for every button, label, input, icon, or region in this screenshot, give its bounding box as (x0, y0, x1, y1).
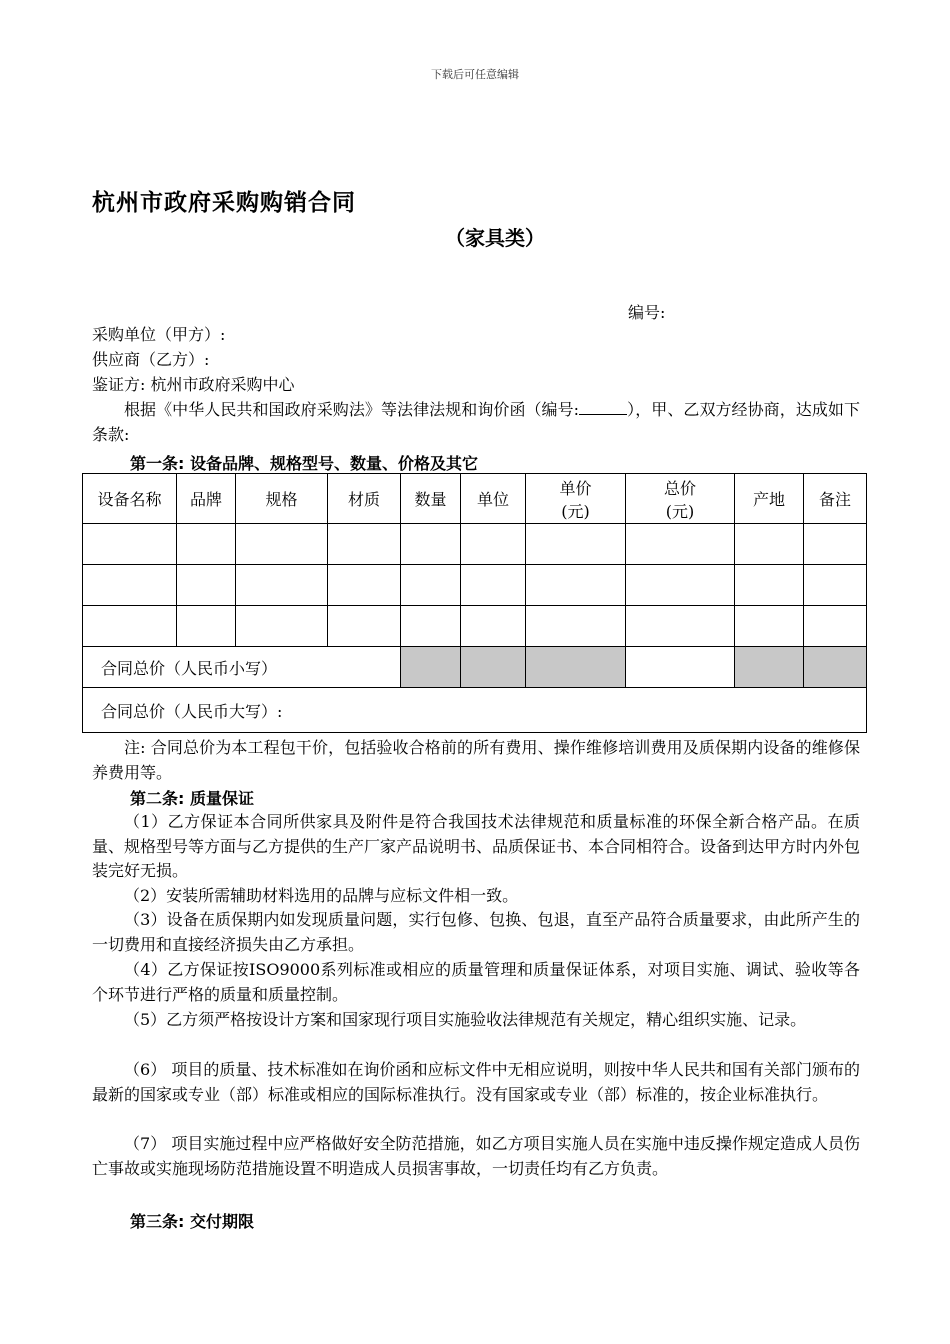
intro-text-2: ），甲、乙双方经协商，达成如下条款: (92, 400, 860, 444)
table-cell[interactable] (83, 606, 177, 647)
unit-price-label: 单价 (559, 478, 592, 498)
table-header-row (83, 474, 867, 524)
table-cell[interactable] (236, 565, 328, 606)
table-cell[interactable] (735, 606, 804, 647)
header-cell: 单位 (461, 474, 526, 524)
table-cell[interactable] (804, 524, 867, 565)
header-cell: 规格 (236, 474, 328, 524)
table-cell[interactable] (177, 524, 236, 565)
table-cell[interactable] (461, 565, 526, 606)
header-cell-total-price (626, 474, 735, 524)
table-cell[interactable] (236, 606, 328, 647)
greyed-cell (461, 647, 526, 688)
table-cell[interactable] (83, 565, 177, 606)
header-cell: 材质 (328, 474, 401, 524)
equipment-table (82, 473, 867, 733)
document-title: 杭州市政府采购购销合同 (92, 190, 356, 216)
header-cell: 设备名称 (83, 474, 177, 524)
table-cell[interactable] (626, 606, 735, 647)
total-big-row (83, 688, 867, 733)
table-cell[interactable] (401, 524, 461, 565)
total-small-label: 合同总价（人民币小写） (83, 647, 401, 688)
header-cell: 产地 (735, 474, 804, 524)
header-cell: 品牌 (177, 474, 236, 524)
inquiry-number-blank (579, 400, 627, 415)
header-cell: 数量 (401, 474, 461, 524)
greyed-cell (735, 647, 804, 688)
total-big-label[interactable]: 合同总价（人民币大写）: (83, 688, 867, 733)
article2-item-3: （3）设备在质保期内如发现质量问题，实行包修、包换、包退，直至产品符合质量要求，由此所产生的一切费用和直接经济损失由乙方承担。 (92, 910, 860, 954)
table-cell[interactable] (461, 524, 526, 565)
total-price-label: 总价 (663, 478, 696, 498)
header-cell: 备注 (804, 474, 867, 524)
article2-item-4: （4）乙方保证按ISO9000系列标准或相应的质量管理和质量保证体系，对项目实施、调试、验收等各个环节进行严格的质量和质量控制。 (92, 960, 860, 1004)
table-note: 注: 合同总价为本工程包干价，包括验收合格前的所有费用、操作维修培训费用及质保期内设备的维修保养费用等。 (92, 738, 860, 782)
article2-heading: 第二条: 质量保证 (130, 789, 254, 808)
table-row (83, 606, 867, 647)
table-cell[interactable] (401, 565, 461, 606)
table-cell[interactable] (401, 606, 461, 647)
table-cell[interactable] (626, 565, 735, 606)
article3-heading: 第三条: 交付期限 (130, 1212, 254, 1231)
table-cell[interactable] (177, 606, 236, 647)
buyer-line: 采购单位（甲方）: (92, 325, 226, 344)
table-cell[interactable] (461, 606, 526, 647)
article2-item-5: （5）乙方须严格按设计方案和国家现行项目实施验收法律规范有关规定，精心组织实施、记录。 (124, 1010, 807, 1029)
total-small-row (83, 647, 867, 688)
greyed-cell (401, 647, 461, 688)
intro-paragraph (92, 398, 860, 447)
table-cell[interactable] (526, 565, 626, 606)
intro-text-1: 根据《中华人民共和国政府采购法》等法律法规和询价函（编号: (124, 400, 580, 419)
table-cell[interactable] (328, 524, 401, 565)
total-price-currency: (元) (665, 501, 695, 521)
table-cell[interactable] (526, 524, 626, 565)
contract-number-label: 编号: (628, 303, 666, 322)
article2-item-1: （1）乙方保证本合同所供家具及附件是符合我国技术法律规范和质量标准的环保全新合格产品。在质量、规格型号等方面与乙方提供的生产厂家产品说明书、品质保证书、本合同相符合。设备到达甲方时内外包装完好无损。 (92, 812, 861, 880)
header-note: 下载后可任意编辑 (431, 68, 519, 81)
article1-heading: 第一条: 设备品牌、规格型号、数量、价格及其它 (130, 454, 478, 473)
table-cell[interactable] (735, 565, 804, 606)
unit-price-currency: (元) (561, 501, 590, 521)
greyed-cell (526, 647, 626, 688)
table-cell[interactable] (626, 524, 735, 565)
table-row (83, 524, 867, 565)
table-cell[interactable] (804, 606, 867, 647)
header-cell-unit-price (526, 474, 626, 524)
table-cell[interactable] (526, 606, 626, 647)
article2-item-6: （6） 项目的质量、技术标准如在询价函和应标文件中无相应说明，则按中华人民共和国有关部门颁布的最新的国家或专业（部）标准或相应的国际标准执行。没有国家或专业（部）标准的，按企业标准执行。 (92, 1060, 860, 1104)
document-subtitle: （家具类） (445, 226, 545, 250)
table-cell[interactable] (804, 565, 867, 606)
table-row (83, 565, 867, 606)
table-cell[interactable] (735, 524, 804, 565)
total-small-value-cell[interactable] (626, 647, 735, 688)
article2-item-7: （7） 项目实施过程中应严格做好安全防范措施，如乙方项目实施人员在实施中违反操作规定造成人员伤亡事故或实施现场防范措施设置不明造成人员损害事故，一切责任均有乙方负责。 (92, 1134, 860, 1178)
table-cell[interactable] (177, 565, 236, 606)
table-cell[interactable] (83, 524, 177, 565)
greyed-cell (804, 647, 867, 688)
table-cell[interactable] (328, 565, 401, 606)
table-cell[interactable] (236, 524, 328, 565)
supplier-line: 供应商（乙方）: (92, 350, 210, 369)
table-cell[interactable] (328, 606, 401, 647)
article2-item-2: （2）安装所需辅助材料选用的品牌与应标文件相一致。 (124, 886, 519, 905)
witness-line: 鉴证方: 杭州市政府采购中心 (92, 375, 295, 394)
